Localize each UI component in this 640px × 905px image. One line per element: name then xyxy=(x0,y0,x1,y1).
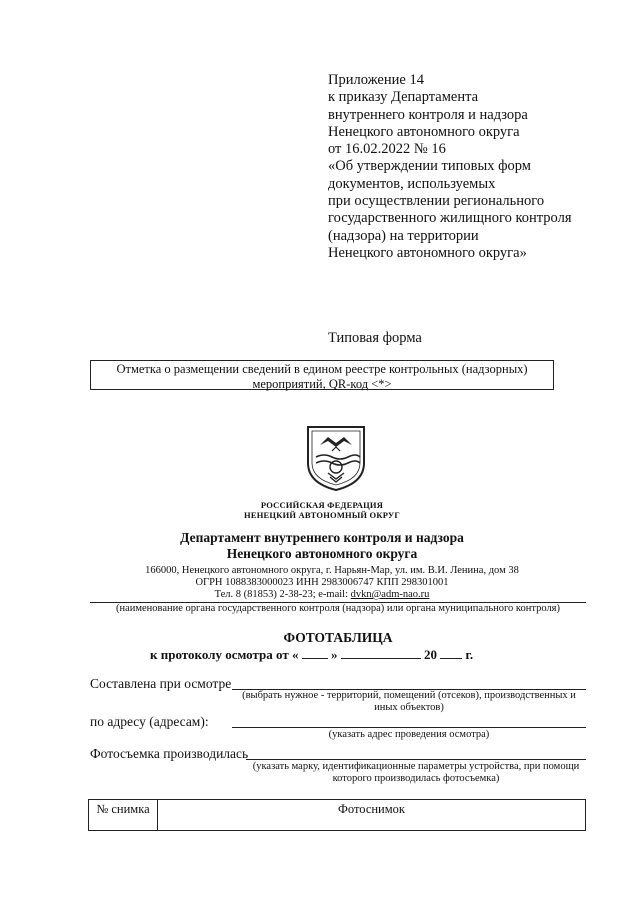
department-name-line-1: Департамент внутреннего контроля и надзора xyxy=(180,530,464,545)
appendix-line: Приложение 14 xyxy=(328,72,424,88)
department-contacts xyxy=(90,589,554,600)
email-link[interactable]: dvkn@adm-nao.ru xyxy=(350,589,430,600)
table-header-row xyxy=(89,800,586,831)
appendix-line: (надзора) на территории xyxy=(328,227,479,244)
federation-heading: РОССИЙСКАЯ ФЕДЕРАЦИЯ xyxy=(260,500,384,510)
phone-text: Тел. 8 (81853) 2-38-23; e-mail: xyxy=(214,589,351,600)
registry-line-1: Отметка о размещении сведений в едином реестре контрольных (надзорных) xyxy=(116,362,528,376)
photo-table xyxy=(88,799,586,831)
department-address: 166000, Ненецкого автономного округа, г. Нарьян-Мар, ул. им. В.И. Ленина, дом 38 xyxy=(145,565,519,576)
compose-label: Составлена при осмотре xyxy=(90,676,232,691)
protocol-year-prefix: 20 xyxy=(423,647,437,662)
appendix-line: к приказу Департамента xyxy=(328,89,479,106)
photo-device-hint: (указать марку, идентификационные параметры устройства, при помощи которого производилась фотосъемка) xyxy=(252,761,580,784)
org-caption: (наименование органа государственного контроля (надзора) или органа муниципального контроля) xyxy=(115,603,561,614)
table-header-photo-number: № снимка xyxy=(89,800,158,831)
month-blank[interactable] xyxy=(341,646,421,659)
year-blank[interactable] xyxy=(440,646,462,659)
protocol-mid: » xyxy=(330,647,338,662)
protocol-reference xyxy=(150,646,473,663)
photo-device-field[interactable] xyxy=(246,759,586,760)
department-name-line-2: Ненецкого автономного округа xyxy=(226,546,418,561)
document-title: ФОТОТАБЛИЦА xyxy=(283,630,393,645)
appendix-line: Ненецкого автономного округа xyxy=(328,123,520,140)
department-registration-numbers: ОГРН 1088383000023 ИНН 2983006747 КПП 298301001 xyxy=(195,577,449,588)
appendix-line: документов, используемых xyxy=(328,175,496,192)
address-hint: (указать адрес проведения осмотра) xyxy=(328,729,490,740)
day-blank[interactable] xyxy=(302,646,328,659)
compose-hint: (выбрать нужное - территорий, помещений (отсеков), производственных и иных объектов) xyxy=(242,690,576,713)
appendix-block xyxy=(328,72,628,262)
coat-of-arms-emblem-icon xyxy=(304,423,368,493)
appendix-line: государственного жилищного контроля xyxy=(328,210,572,227)
address-label: по адресу (адресам): xyxy=(90,714,209,729)
photo-label: Фотосъемка производилась xyxy=(90,746,249,761)
table-header-photo: Фотоснимок xyxy=(158,800,586,831)
appendix-line: при осуществлении регионального xyxy=(328,193,545,210)
protocol-prefix: к протоколу осмотра от « xyxy=(150,647,299,662)
address-field[interactable] xyxy=(232,727,586,728)
registry-qr-box xyxy=(90,360,554,390)
protocol-suffix: г. xyxy=(465,647,474,662)
appendix-line: внутреннего контроля и надзора xyxy=(328,106,528,123)
appendix-line: от 16.02.2022 № 16 xyxy=(328,141,446,158)
okrug-heading: НЕНЕЦКИЙ АВТОНОМНЫЙ ОКРУГ xyxy=(244,510,400,520)
form-type-label: Типовая форма xyxy=(328,330,422,346)
registry-line-2: мероприятий, QR-код <*> xyxy=(252,376,392,391)
appendix-line: «Об утверждении типовых форм xyxy=(328,158,531,175)
appendix-line: Ненецкого автономного округа» xyxy=(328,244,527,261)
